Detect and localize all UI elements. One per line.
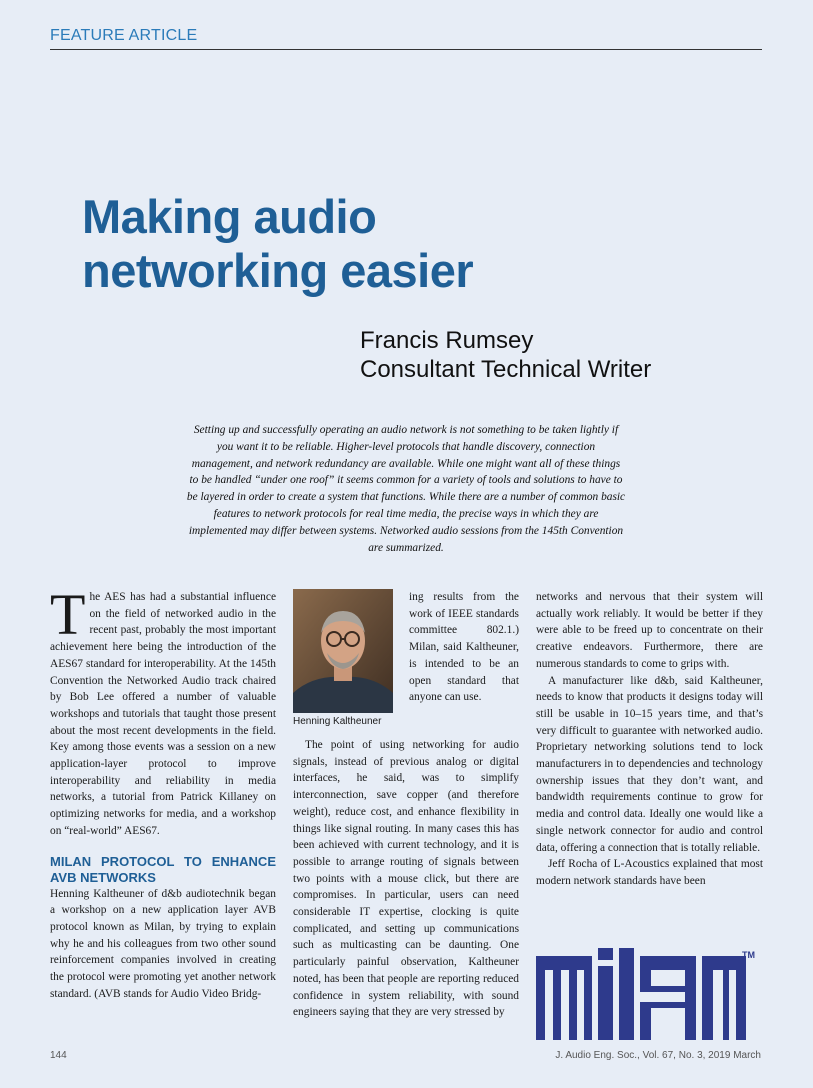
page-number: 144 — [50, 1050, 67, 1061]
paragraph: Jeff Rocha of L-Acoustics explained that most modern network standards have been — [536, 858, 763, 887]
paragraph: The point of using networking for audio signals, instead of previous analog or digital interfaces, he said, was to simplify interconnection, save copper (and therefore weight), reduce cost, and enhance flexibility in things like signal routing. In many cases this has been achieved with current technology, and it is possible to arrange routing of signals between two points with a mouse click, but there are compromises. In particular, users can need considerable IT expertise, clocking is quite complicated, and setting up communications such as multicasting can be daunting. One particularly painful observation, Kaltheuner noted, has been that people are reporting reduced confidence in system reliability, with sound engineers saying that they are very stressed by — [293, 739, 519, 1019]
author-name: Francis Rumsey — [360, 327, 534, 354]
column-1 — [50, 582, 276, 1002]
photo-figure — [293, 589, 396, 729]
title-line-2: networking easier — [82, 244, 474, 297]
drop-cap: T — [50, 582, 86, 647]
intro-text: he AES has had a substantial influence on the field of networked audio in the recent past, probably the most important achievement here being the introduction of the AES67 standard for interoperability. At the 145th Convention the Networked Audio track chaired by Bob Lee offered a number of valuable workshops and tutorials that taught those present about the most recent developments in the field. Key among those events was a session on a new application-layer protocol to improve interoperability and reliability in media networks, a tutorial from Patrick Killaney on optimizing networks for media, and a workshop on “real-world” AES67. — [50, 591, 276, 837]
journal-citation: J. Audio Eng. Soc., Vol. 67, No. 3, 2019 March — [555, 1050, 761, 1061]
column-2 — [293, 589, 519, 1021]
photo-caption: Henning Kaltheuner — [293, 716, 382, 727]
section-label: FEATURE ARTICLE — [50, 27, 198, 44]
article-title — [82, 190, 473, 298]
portrait-photo — [293, 589, 393, 713]
title-line-1: Making audio — [82, 190, 377, 243]
intro-paragraph — [50, 582, 276, 840]
header-rule — [50, 49, 762, 50]
milan-logo-mark — [536, 948, 746, 1040]
author-block — [360, 326, 651, 384]
paragraph: Henning Kaltheuner of d&b audiotechnik began a workshop on a new application layer AVB protocol known as Milan, by trying to explain why he and his colleagues from two other sound reinforcement companies involved in creating the protocol were promoting yet another network standard. (AVB stands for Audio Video Bridg- — [50, 887, 276, 1000]
column-3 — [536, 589, 763, 890]
paragraph: networks and nervous that their system will actually work reliably. It would be better if they were able to be freed up to concentrate on their creative endeavors. Furthermore, there are numerous standards to come to grips with. — [536, 591, 763, 670]
abstract: Setting up and successfully operating an audio network is not something to be taken lightly if you want it to be reliable. Higher-level protocols that handle discovery, connection management, and network redundancy are available. While one might want all of these things to be handled “under one roof” it seems common for a variety of tools and solutions to have to be layered in order to create a system that functions. While there are a number of common basic features to network protocols for real time media, the precise ways in which they are implemented may differ between systems. Networked audio sessions from the 145th Convention are summarized. — [186, 424, 626, 554]
milan-logo — [536, 948, 764, 1040]
section-subhead: MILAN PROTOCOL TO ENHANCE AVB NETWORKS — [50, 853, 276, 885]
trademark-mark: TM — [742, 950, 755, 960]
paragraph: ing results from the work of IEEE standards committee 802.1.) Milan, said Kaltheuner, is intended to be an open standard that anyone can use. — [409, 591, 519, 704]
paragraph: A manufacturer like d&b, said Kaltheuner, needs to know that products it designs today will still be usable in 10–15 years time, and that’s very difficult to guarantee with networked audio. Proprietary networking solutions tend to lock manufacturers in to dependencies and technology ownership issues that they don’t want, and bandwidth requirements continue to grow for media and control data. Ideally one would like a single network connector for audio and control data, offering a connection that is totally reliable. — [536, 674, 763, 854]
author-role: Consultant Technical Writer — [360, 356, 652, 383]
